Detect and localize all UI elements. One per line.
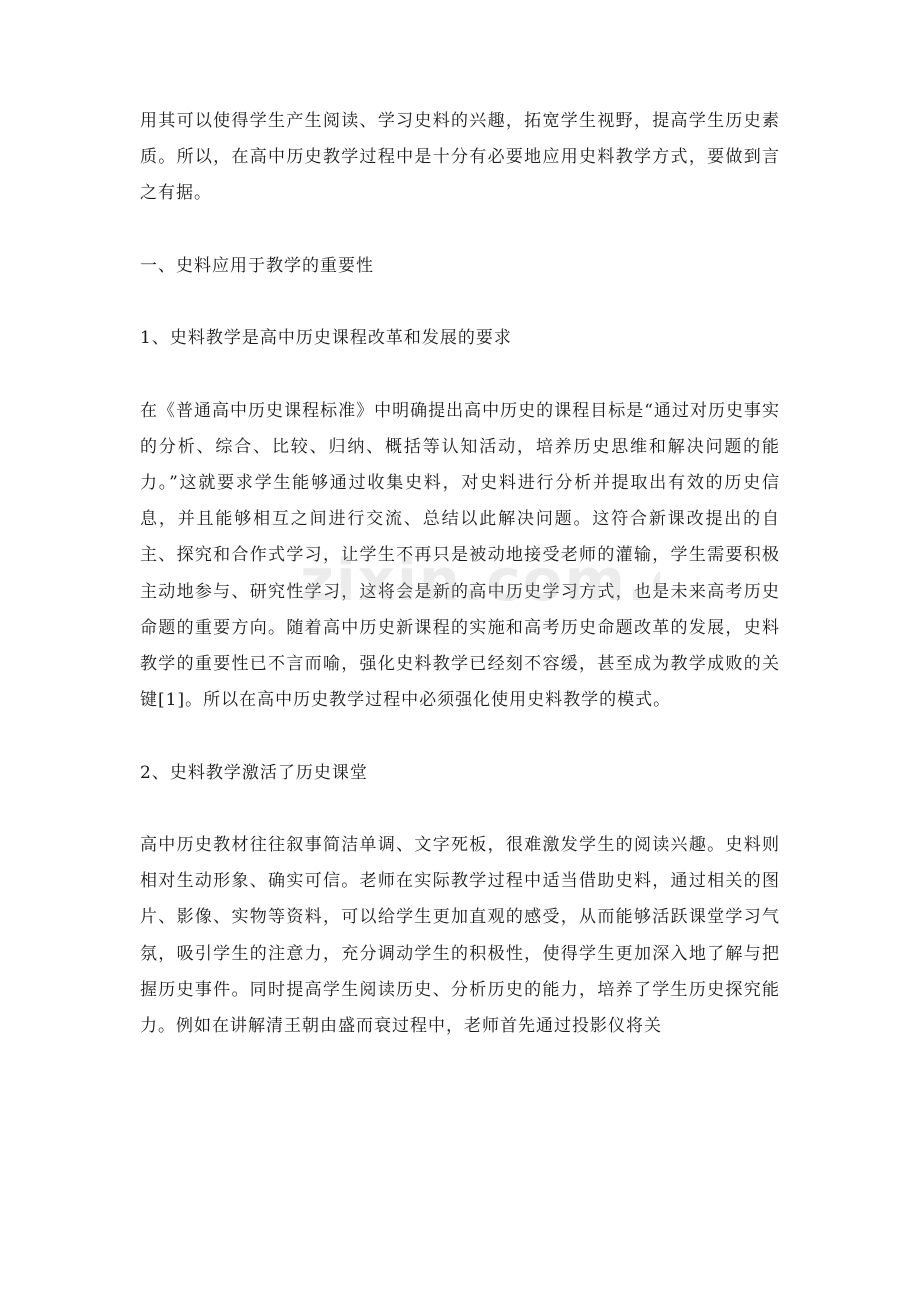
paragraph-classroom: 高中历史教材往往叙事简洁单调、文字死板，很难激发学生的阅读兴趣。史料则相对生动形象、确实可信。老师在实际教学过程中适当借助史料，通过相关的图片、影像、实物等资料，可以给学生更加直观的感受，从而能够活跃课堂学习气氛，吸引学生的注意力，充分调动学生的积极性，使得学生更加深入地了解与把握历史事件。同时提高学生阅读历史、分析历史的能力，培养了学生历史探究能力。例如在讲解清王朝由盛而衰过程中，老师首先通过投影仪将关: [140, 834, 780, 1036]
subsection-heading-2: 2、史料教学激活了历史课堂: [140, 762, 368, 783]
paragraph-gap: [140, 791, 780, 827]
paragraph-intro: 用其可以使得学生产生阅读、学习史料的兴趣，拓宽学生视野，提高学生历史素质。所以，在高中历史教学过程中是十分有必要地应用史料教学方式，要做到言之有据。: [140, 111, 780, 204]
document-body: [140, 103, 780, 1044]
paragraph-gap: [140, 718, 780, 754]
paragraph-gap: [140, 212, 780, 248]
section-heading-1: 一、史料应用于教学的重要性: [140, 255, 374, 276]
subsection-heading-1: 1、史料教学是高中历史课程改革和发展的要求: [140, 328, 512, 349]
paragraph-curriculum: 在《普通高中历史课程标准》中明确提出高中历史的课程目标是“通过对历史事实的分析、综合、比较、归纳、概括等认知活动，培养历史思维和解决问题的能力。”这就要求学生能够通过收集史料，对史料进行分析并提取出有效的历史信息，并且能够相互之间进行交流、总结以此解决问题。这符合新课改提出的自主、探究和合作式学习，让学生不再只是被动地接受老师的灌输，学生需要积极主动地参与、研究性学习，这将会是新的高中历史学习方式，也是未来高考历史命题的重要方向。随着高中历史新课程的实施和高考历史命题改革的发展，史料教学的重要性已不言而喻，强化史料教学已经刻不容缓，甚至成为教学成败的关键[1]。所以在高中历史教学过程中必须强化使用史料教学的模式。: [140, 400, 780, 711]
svg-text:zixin.com.cn: zixin.com.: [300, 546, 651, 614]
paragraph-gap: [140, 356, 780, 392]
paragraph-gap: [140, 284, 780, 320]
